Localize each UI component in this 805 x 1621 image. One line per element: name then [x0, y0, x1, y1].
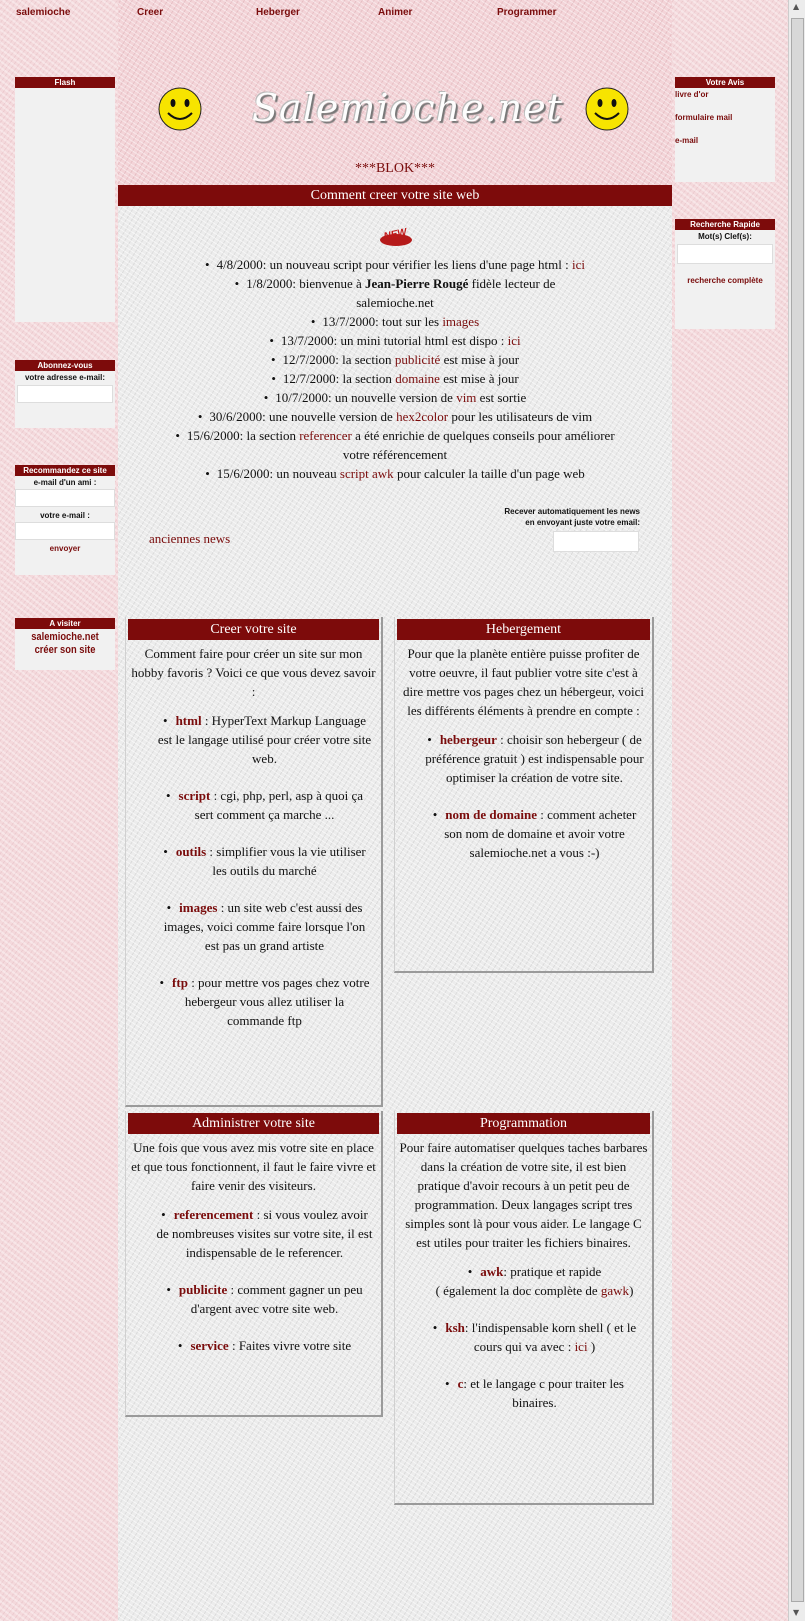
news-link[interactable]: images: [442, 314, 480, 329]
your-email-label: votre e-mail :: [40, 511, 90, 520]
news-item: • 30/6/2000: une nouvelle version de hex2color pour les utilisateurs de vim: [140, 407, 650, 426]
subscribe-box: [15, 360, 115, 428]
new-badge-icon: [378, 224, 414, 248]
scroll-up-icon[interactable]: ▲: [793, 2, 800, 11]
list-item: • script : cgi, php, perl, asp à quoi ça sert comment ça marche ...: [156, 786, 373, 824]
old-news-link[interactable]: anciennes news: [149, 531, 231, 546]
site-logo[interactable]: Salemioche.net: [252, 86, 563, 130]
section-creer-list: [126, 711, 381, 1030]
visit-link[interactable]: [23, 631, 108, 657]
link-email[interactable]: e-mail: [675, 136, 699, 145]
top-menu: [0, 0, 788, 26]
section-hebergement-title: Hebergement: [397, 619, 650, 640]
news-link[interactable]: hex2color: [396, 409, 449, 424]
scroll-down-icon[interactable]: ▼: [793, 1608, 800, 1617]
list-item: • outils : simplifier vous la vie utiliser les outils du marché: [156, 842, 373, 880]
section-programmation: [394, 1111, 654, 1505]
news-item: • 4/8/2000: un nouveau script pour vérifier les liens d'une page html : ici: [140, 255, 650, 274]
news-item: • 13/7/2000: un mini tutorial html est dispo : ici: [140, 331, 650, 350]
flash-box: [15, 77, 115, 322]
search-label: Mot(s) Clef(s):: [698, 232, 752, 241]
news-link[interactable]: script awk: [339, 466, 394, 481]
visit-line2: créer son site: [34, 644, 96, 656]
svg-text:NEW: NEW: [382, 226, 408, 243]
link-ksh-cours[interactable]: ici: [574, 1339, 588, 1354]
list-item: • images : un site web c'est aussi des images, voici comme faire lorsque l'on est pas un grand artiste: [156, 898, 373, 955]
subscribe-email-input[interactable]: [17, 385, 113, 403]
section-creer-intro: Comment faire pour créer un site sur mon hobby favoris ? Voici ce que vous devez savoir :: [131, 646, 376, 699]
link-c[interactable]: c: [457, 1376, 464, 1391]
list-item: • c: et le langage c pour traiter les binaires.: [425, 1374, 644, 1412]
news-item: • 15/6/2000: la section referencer a été enrichie de quelques conseils pour améliorer votre référencement: [140, 426, 650, 464]
menu-heberger[interactable]: Heberger: [256, 7, 300, 18]
search-box: [675, 219, 775, 329]
news-link[interactable]: ici: [572, 257, 585, 272]
search-title: Recherche Rapide: [675, 219, 775, 230]
visit-title: A visiter: [15, 618, 115, 629]
subscribe-title: Abonnez-vous: [15, 360, 115, 371]
section-admin-title: Administrer votre site: [128, 1113, 379, 1134]
link-images[interactable]: images: [179, 900, 218, 915]
list-item: • awk: pratique et rapide ( également la doc complète de gawk): [425, 1262, 644, 1300]
full-search-link[interactable]: recherche complète: [687, 276, 763, 285]
link-nom-de-domaine[interactable]: nom de domaine: [445, 807, 538, 822]
section-programmation-list: [395, 1262, 652, 1412]
link-ftp[interactable]: ftp: [172, 975, 188, 990]
menu-salemioche[interactable]: salemioche: [16, 7, 71, 18]
recommend-title: Recommandez ce site: [15, 465, 115, 476]
list-item: • service : Faites vivre votre site: [156, 1336, 373, 1355]
blok-text: ***BLOK***: [354, 161, 436, 176]
section-programmation-title: Programmation: [397, 1113, 650, 1134]
section-admin: [125, 1111, 383, 1417]
news-link[interactable]: publicité: [394, 352, 441, 367]
link-service[interactable]: service: [190, 1338, 229, 1353]
list-item: • referencement : si vous voulez avoir de nombreuses visites sur votre site, il est indispensable de le referencer.: [156, 1205, 373, 1262]
avis-title: Votre Avis: [675, 77, 775, 88]
link-html[interactable]: html: [175, 713, 202, 728]
newsletter-label: [460, 506, 640, 528]
page-title: Comment creer votre site web: [118, 185, 672, 206]
menu-animer[interactable]: Animer: [378, 7, 413, 18]
news-link[interactable]: domaine: [395, 371, 440, 386]
newsletter-email-input[interactable]: [553, 531, 639, 552]
list-item: • html : HyperText Markup Language est le langage utilisé pour créer votre site web.: [156, 711, 373, 768]
friend-email-input[interactable]: [15, 489, 115, 507]
your-email-input[interactable]: [15, 522, 115, 540]
news-item: • 1/8/2000: bienvenue à Jean-Pierre Rougé fidèle lecteur de salemioche.net: [140, 274, 650, 312]
section-creer: [125, 617, 383, 1107]
news-link[interactable]: vim: [456, 390, 477, 405]
avis-box: [675, 77, 775, 182]
link-ksh[interactable]: ksh: [445, 1320, 465, 1335]
newsletter-line1: Recever automatiquement les news: [504, 507, 640, 516]
list-item: • hebergeur : choisir son hebergeur ( de préférence gratuit ) est indispensable pour optimiser la création de votre site.: [425, 730, 644, 787]
friend-email-label: e-mail d'un ami :: [33, 478, 97, 487]
subscribe-label: votre adresse e-mail:: [24, 373, 106, 382]
menu-programmer[interactable]: Programmer: [497, 7, 557, 18]
list-item: • ksh: l'indispensable korn shell ( et le cours qui va avec : ici ): [425, 1318, 644, 1356]
news-item: • 12/7/2000: la section publicité est mise à jour: [140, 350, 650, 369]
list-item: • nom de domaine : comment acheter son nom de domaine et avoir votre salemioche.net a vous :-): [425, 805, 644, 862]
link-gawk[interactable]: gawk: [600, 1283, 630, 1298]
list-item: • ftp : pour mettre vos pages chez votre hebergeur vous allez utiliser la commande ftp: [156, 973, 373, 1030]
link-script[interactable]: script: [178, 788, 211, 803]
visit-line1: salemioche.net: [31, 631, 99, 643]
section-hebergement-intro: Pour que la planète entière puisse profiter de votre oeuvre, il faut publier votre site c'est à dire mettre vos pages chez un hébergeur, voici les différents éléments à prendre en compte :: [402, 646, 645, 718]
smiley-left-icon: [158, 87, 202, 131]
news-item: • 15/6/2000: un nouveau script awk pour calculer la taille d'un page web: [140, 464, 650, 483]
menu-creer[interactable]: Creer: [137, 7, 164, 18]
section-creer-title: Creer votre site: [128, 619, 379, 640]
newsletter-line2: en envoyant juste votre email:: [525, 518, 640, 527]
news-link[interactable]: ici: [507, 333, 521, 348]
link-formulaire-mail[interactable]: formulaire mail: [675, 113, 733, 122]
recommend-box: [15, 465, 115, 575]
news-link[interactable]: referencer: [299, 428, 352, 443]
section-hebergement-list: [395, 730, 652, 862]
search-input[interactable]: [677, 244, 773, 264]
section-admin-intro: Une fois que vous avez mis votre site en place et que tous fonctionnent, il faut le faire vivre et faire venir des visiteurs.: [131, 1140, 376, 1193]
link-awk[interactable]: awk: [480, 1264, 504, 1279]
send-button[interactable]: envoyer: [49, 544, 81, 553]
scrollbar-thumb[interactable]: [791, 18, 804, 1602]
link-outils[interactable]: outils: [175, 844, 207, 859]
link-hebergeur[interactable]: hebergeur: [439, 732, 497, 747]
section-hebergement: [394, 617, 654, 973]
flash-title: Flash: [15, 77, 115, 88]
news-list: [140, 255, 650, 483]
list-item: • publicite : comment gagner un peu d'argent avec votre site web.: [156, 1280, 373, 1318]
smiley-right-icon: [585, 87, 629, 131]
visit-box: [15, 618, 115, 670]
news-item: • 12/7/2000: la section domaine est mise à jour: [140, 369, 650, 388]
news-item: • 10/7/2000: un nouvelle version de vim est sortie: [140, 388, 650, 407]
link-referencement[interactable]: referencement: [173, 1207, 254, 1222]
vertical-scrollbar[interactable]: [788, 0, 805, 1621]
section-admin-list: [126, 1205, 381, 1355]
link-publicite[interactable]: publicite: [178, 1282, 228, 1297]
link-livre-dor[interactable]: livre d'or: [675, 90, 709, 99]
news-item: • 13/7/2000: tout sur les images: [140, 312, 650, 331]
section-programmation-intro: Pour faire automatiser quelques taches barbares dans la création de votre site, il est bien pratique d'avoir recours à un petit peu de programmation. Deux langages script tres simples sont là pour vous aider. Le langage C est utiles pour traiter les fichiers binaires.: [399, 1140, 648, 1250]
